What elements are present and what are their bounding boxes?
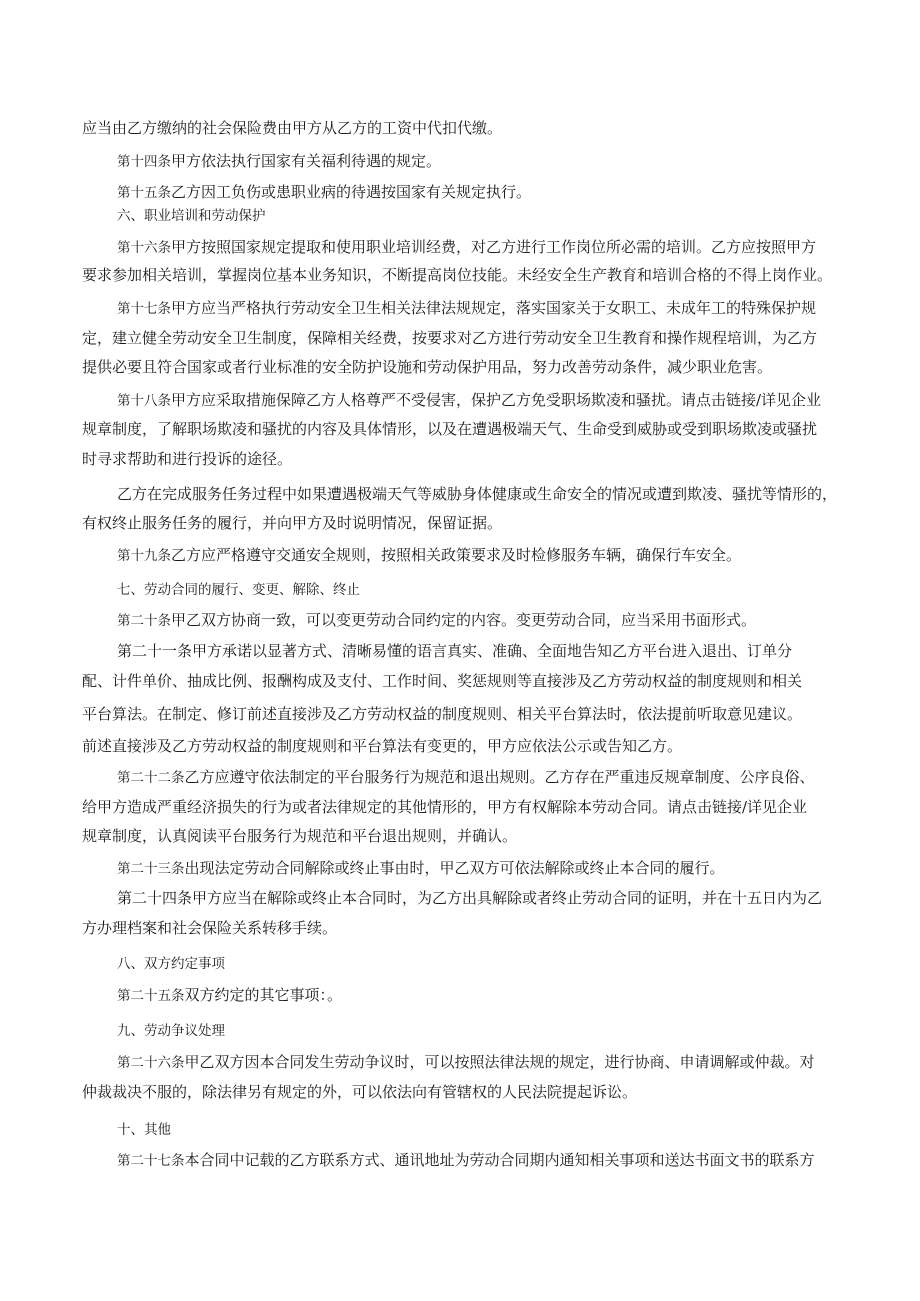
text-line: 有权终止服务任务的履行，并向甲方及时说明情况，保留证据。 bbox=[82, 514, 503, 532]
text-line: 方办理档案和社会保险关系转移手续。 bbox=[82, 919, 338, 937]
article-16: 第十六条甲方按照国家规定提取和使用职业培训经费，对乙方进行工作岗位所必需的培训。乙方应按照甲方 bbox=[117, 238, 817, 256]
text-line: 时寻求帮助和进行投诉的途径。 bbox=[82, 450, 293, 468]
article-label: 第十九条 bbox=[117, 548, 171, 564]
article-26: 第二十六条甲乙双方因本合同发生劳动争议时，可以按照法律法规的规定，进行协商、申请调解或仲裁。对 bbox=[117, 1053, 815, 1071]
article-22: 第二十二条乙方应遵守依法制定的平台服务行为规范和退出规则。乙方存在严重违反规章制度、公序良俗、 bbox=[117, 768, 815, 786]
section-heading: 十、其他 bbox=[117, 1122, 171, 1138]
article-27: 第二十七条本合同中记载的乙方联系方式、通讯地址为劳动合同期内通知相关事项和送达书面文书的联系方 bbox=[117, 1151, 815, 1169]
article-label: 第十七条 bbox=[117, 301, 171, 317]
text-line: 规章制度，认真阅读平台服务行为规范和平台退出规则，并确认。 bbox=[82, 827, 518, 845]
article-label: 第二十七条 bbox=[117, 1153, 185, 1169]
article-23: 第二十三条出现法定劳动合同解除或终止事由时，甲乙双方可依法解除或终止本合同的履行。 bbox=[117, 859, 725, 877]
article-14: 第十四条甲方依法执行国家有关福利待遇的规定。 bbox=[117, 152, 442, 170]
text-line: 前述直接涉及乙方劳动权益的制度规则和平台算法有变更的，甲方应依法公示或告知乙方。 bbox=[82, 737, 683, 755]
article-label: 第二十条 bbox=[117, 613, 171, 629]
article-label: 第二十三条 bbox=[117, 861, 185, 877]
article-24: 第二十四条甲方应当在解除或终止本合同时，为乙方出具解除或者终止劳动合同的证明，并在十五日内为乙 bbox=[117, 889, 823, 907]
article-15: 第十五条乙方因工负伤或患职业病的待遇按国家有关规定执行。 bbox=[117, 183, 532, 201]
article-18: 第十八条甲方应采取措施保障乙方人格尊严不受侵害，保护乙方免受职场欺凌和骚扰。请点击链接/详见企业 bbox=[117, 391, 822, 409]
article-20: 第二十条甲乙双方协商一致，可以变更劳动合同约定的内容。变更劳动合同，应当采用书面形式。 bbox=[117, 611, 757, 629]
text-line: 配、计件单价、抽成比例、报酬构成及支付、工作时间、奖惩规则等直接涉及乙方劳动权益的制度规则和相关 bbox=[82, 672, 803, 690]
text-line: 要求参加相关培训，掌握岗位基本业务知识，不断提高岗位技能。未经安全生产教育和培训合格的不得上岗作业。 bbox=[82, 266, 833, 284]
article-label: 第二十六条 bbox=[117, 1055, 185, 1071]
text-line: 给甲方造成严重经济损失的行为或者法律规定的其他情形的，甲方有权解除本劳动合同。请点击链接/详见企业 bbox=[82, 798, 808, 816]
section-heading: 六、职业培训和劳动保护 bbox=[117, 208, 266, 224]
article-label: 第二十五条 bbox=[117, 988, 185, 1004]
text-line: 应当由乙方缴纳的社会保险费由甲方从乙方的工资中代扣代缴。 bbox=[82, 119, 503, 137]
section-heading: 七、劳动合同的履行、变更、解除、终止 bbox=[117, 582, 360, 598]
section-heading: 九、劳动争议处理 bbox=[117, 1023, 225, 1039]
article-21: 第二十一条甲方承诺以显著方式、清晰易懂的语言真实、准确、全面地告知乙方平台进入退出、订单分 bbox=[117, 642, 793, 660]
article-17: 第十七条甲方应当严格执行劳动安全卫生相关法律法规规定，落实国家关于女职工、未成年工的特殊保护规 bbox=[117, 299, 817, 317]
article-25: 第二十五条双方约定的其它事项：。 bbox=[117, 986, 343, 1004]
text-line: 提供必要且符合国家或者行业标准的安全防护设施和劳动保护用品，努力改善劳动条件，减少职业危害。 bbox=[82, 358, 773, 376]
text-line: 平台算法。在制定、修订前述直接涉及乙方劳动权益的制度规则、相关平台算法时，依法提前听取意见建议。 bbox=[82, 705, 803, 723]
article-label: 第十五条 bbox=[117, 185, 171, 201]
section-heading: 八、双方约定事项 bbox=[117, 956, 225, 972]
article-label: 第十八条 bbox=[117, 393, 171, 409]
text-line: 规章制度，了解职场欺凌和骚扰的内容及具体情形，以及在遭遇极端天气、生命受到威胁或受到职场欺凌或骚扰 bbox=[82, 420, 818, 438]
article-label: 第十四条 bbox=[117, 154, 171, 170]
article-label: 第十六条 bbox=[117, 240, 171, 256]
text-line: 定，建立健全劳动安全卫生制度，保障相关经费，按要求对乙方进行劳动安全卫生教育和操作规程培训，为乙方 bbox=[82, 329, 818, 347]
text-line: 仲裁裁决不服的，除法律另有规定的外，可以依法向有管辖权的人民法院提起诉讼。 bbox=[82, 1083, 638, 1101]
text-line: 乙方在完成服务任务过程中如果遭遇极端天气等威胁身体健康或生命安全的情况或遭到欺凌、骚扰等情形的， bbox=[117, 485, 838, 503]
article-label: 第二十二条 bbox=[117, 770, 185, 786]
article-19: 第十九条乙方应严格遵守交通安全规则，按照相关政策要求及时检修服务车辆，确保行车安全。 bbox=[117, 546, 742, 564]
